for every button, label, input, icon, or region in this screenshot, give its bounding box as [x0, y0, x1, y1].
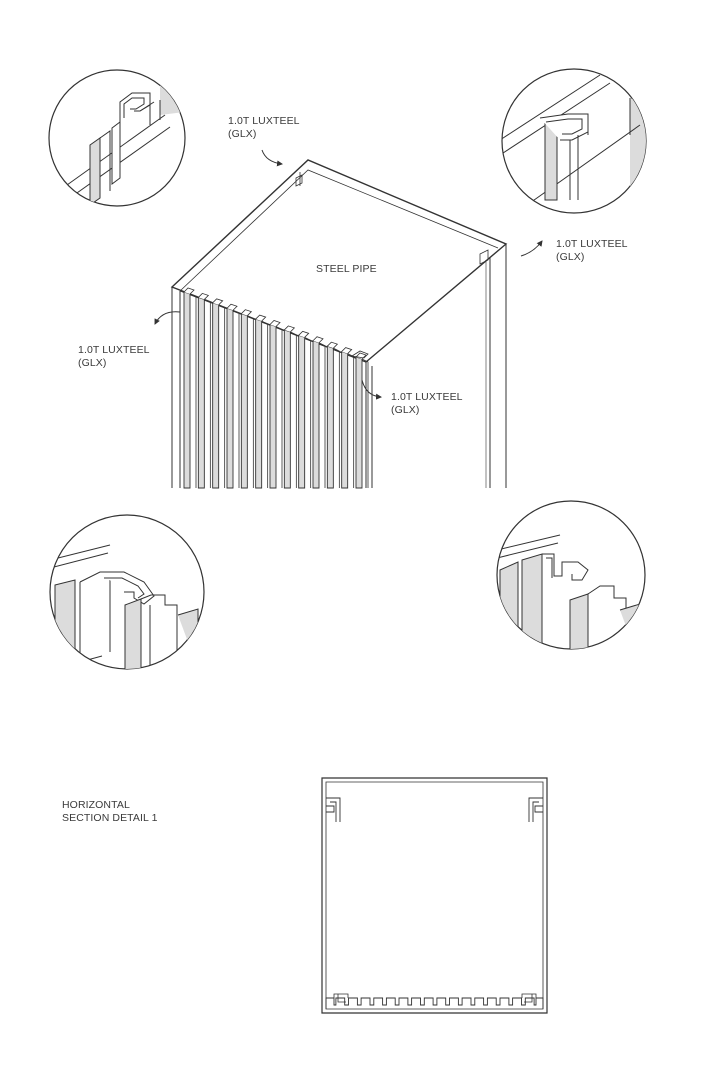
- section-clip-top-right: [529, 798, 543, 822]
- column-fin-edge: [362, 359, 368, 488]
- section-clip-top-left: [326, 798, 340, 822]
- column-fin: [184, 292, 190, 488]
- column-fin: [284, 330, 290, 488]
- section-inner-outline: [326, 782, 543, 1009]
- column-fin-edge: [290, 332, 296, 488]
- label-luxteel-bottom-line1: 1.0T LUXTEEL: [391, 391, 463, 403]
- section-fin-teeth: [326, 998, 543, 1009]
- column-fin: [313, 341, 319, 488]
- horizontal-section-plan: [322, 778, 547, 1013]
- column-fin: [213, 303, 219, 488]
- label-luxteel-left-line1: 1.0T LUXTEEL: [78, 344, 150, 356]
- column-fin: [256, 319, 262, 488]
- section-fin-profile: [326, 994, 543, 1009]
- arrow-right: [521, 241, 542, 256]
- column-fin-edge: [348, 354, 354, 488]
- column-fin-edge: [305, 337, 311, 488]
- column-fin-edge: [247, 316, 253, 488]
- column-fin-edge: [333, 348, 339, 488]
- detail-circle-bottom-right: [497, 501, 645, 670]
- label-luxteel-right-line2: (GLX): [556, 251, 585, 263]
- label-luxteel-left: [78, 344, 150, 370]
- detail-circle-top-left: [49, 70, 200, 206]
- label-luxteel-left-line2: (GLX): [78, 357, 107, 369]
- column-fin: [270, 325, 276, 489]
- column-fin: [299, 335, 305, 488]
- column-fin: [327, 346, 333, 488]
- label-luxteel-top-line1: 1.0T LUXTEEL: [228, 115, 300, 127]
- section-outer-outline: [322, 778, 547, 1013]
- section-title: [62, 799, 158, 825]
- label-luxteel-right: [556, 238, 628, 264]
- label-luxteel-bottom-line2: (GLX): [391, 404, 420, 416]
- column-fin-edge: [276, 327, 282, 489]
- column-fin: [356, 357, 362, 488]
- detail-circle-bottom-left: [50, 515, 204, 675]
- column-fin-edge: [319, 343, 325, 488]
- column-fin-edge: [219, 305, 225, 488]
- label-luxteel-top: [228, 115, 300, 141]
- section-title-line1: HORIZONTAL: [62, 799, 130, 811]
- column-fin: [227, 308, 233, 488]
- label-luxteel-bottom: [391, 391, 463, 417]
- arrow-top: [262, 150, 282, 164]
- column-fin: [342, 352, 348, 488]
- label-steel-pipe-text: STEEL PIPE: [316, 263, 377, 275]
- detail-circle-top-right: [500, 69, 660, 220]
- column-top-face: [172, 160, 506, 362]
- column-fin: [198, 297, 204, 488]
- section-title-line2: SECTION DETAIL 1: [62, 812, 158, 824]
- column-fin-edge: [262, 321, 268, 488]
- column-fin: [241, 314, 247, 488]
- column-fin-edge: [233, 310, 239, 488]
- column-fin-edge: [190, 294, 196, 488]
- label-steel-pipe: [316, 263, 377, 276]
- arrow-left: [155, 312, 180, 324]
- label-luxteel-top-line2: (GLX): [228, 128, 257, 140]
- label-luxteel-right-line1: 1.0T LUXTEEL: [556, 238, 628, 250]
- column-fin-edge: [204, 299, 210, 488]
